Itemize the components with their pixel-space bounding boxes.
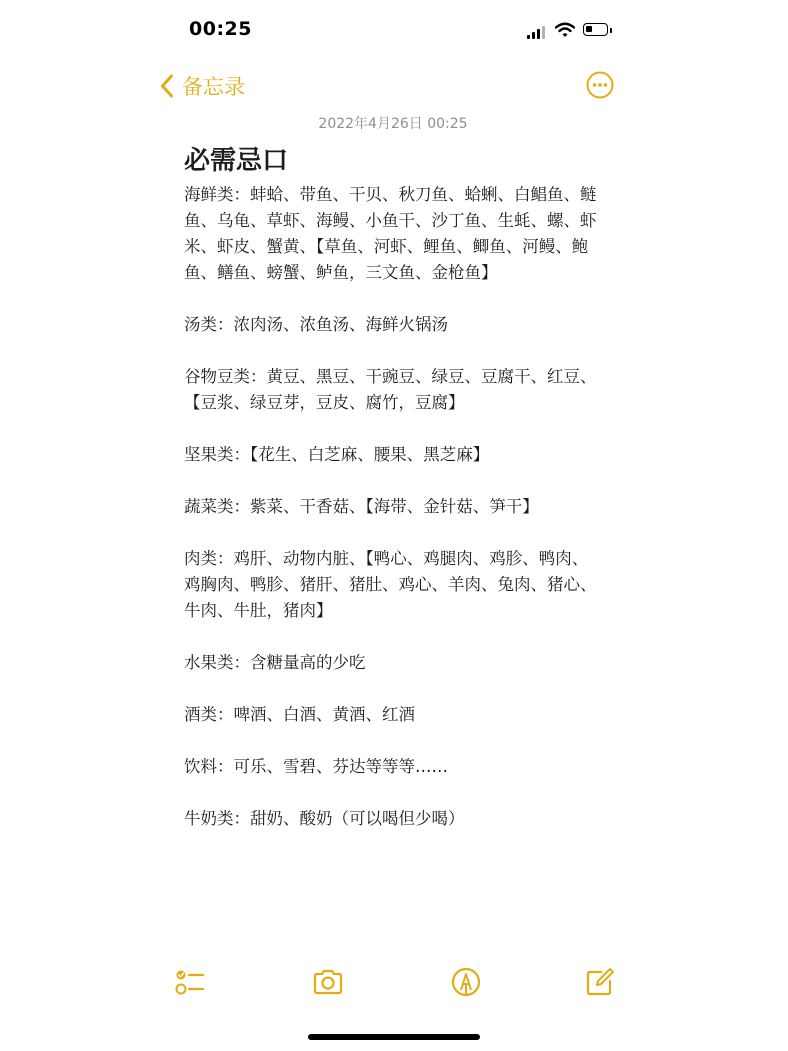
home-indicator[interactable] bbox=[308, 1034, 480, 1040]
status-time: 00:25 bbox=[189, 18, 252, 40]
nav-bar bbox=[158, 66, 628, 106]
notes-screen bbox=[158, 0, 628, 1051]
note-paragraph-grains-beans: 谷物豆类：黄豆、黑豆、干豌豆、绿豆、豆腐干、红豆、【豆浆、绿豆芽，豆皮、腐竹，豆腐】 bbox=[184, 367, 597, 412]
note-paragraph-soup: 汤类：浓肉汤、浓鱼汤、海鲜火锅汤 bbox=[184, 315, 448, 334]
back-label: 备忘录 bbox=[182, 75, 245, 99]
battery-icon bbox=[583, 23, 608, 36]
compose-icon[interactable] bbox=[584, 966, 616, 998]
note-date: 2022年4月26日 00:25 bbox=[318, 116, 468, 132]
battery-tip bbox=[610, 28, 612, 33]
note-body[interactable] bbox=[184, 182, 600, 832]
bottom-toolbar bbox=[158, 962, 628, 1002]
note-paragraph-vegetables: 蔬菜类：紫菜、干香菇、【海带、金针菇、笋干】 bbox=[184, 497, 539, 516]
cellular-signal-icon bbox=[527, 26, 547, 39]
note-paragraph-drinks: 饮料：可乐、雪碧、芬达等等等…… bbox=[184, 757, 448, 776]
note-paragraph-meat: 肉类：鸡肝、动物内脏、【鸭心、鸡腿肉、鸡胗、鸭肉、鸡胸肉、鸭胗、猪肝、猪肚、鸡心、羊肉、兔肉、猪心、牛肉、牛肚，猪肉】 bbox=[184, 549, 597, 620]
note-title[interactable]: 必需忌口 bbox=[184, 146, 289, 176]
note-paragraph-nuts: 坚果类：【花生、白芝麻、腰果、黑芝麻】 bbox=[184, 445, 490, 464]
wifi-icon bbox=[555, 22, 575, 38]
status-bar bbox=[158, 14, 628, 48]
camera-icon[interactable] bbox=[312, 966, 344, 998]
ellipsis-circle-icon[interactable] bbox=[586, 71, 614, 99]
markup-pen-icon[interactable] bbox=[450, 966, 482, 998]
back-button[interactable] bbox=[160, 70, 245, 102]
battery-level bbox=[586, 26, 592, 32]
checklist-icon[interactable] bbox=[174, 966, 206, 998]
note-paragraph-fruit: 水果类：含糖量高的少吃 bbox=[184, 653, 366, 672]
note-paragraph-milk: 牛奶类：甜奶、酸奶（可以喝但少喝） bbox=[184, 809, 465, 828]
chevron-left-icon bbox=[160, 74, 174, 98]
note-paragraph-seafood: 海鲜类：蚌蛤、带鱼、干贝、秋刀鱼、蛤蜊、白鲳鱼、鲢鱼、乌龟、草虾、海鳗、小鱼干、沙丁鱼、生蚝、螺、虾米、虾皮、蟹黄、【草鱼、河虾、鲤鱼、鲫鱼、河鳗、鲍鱼、鳝鱼、螃蟹、鲈鱼，三文鱼、金枪鱼】 bbox=[184, 185, 597, 282]
note-paragraph-alcohol: 酒类：啤酒、白酒、黄酒、红酒 bbox=[184, 705, 415, 724]
